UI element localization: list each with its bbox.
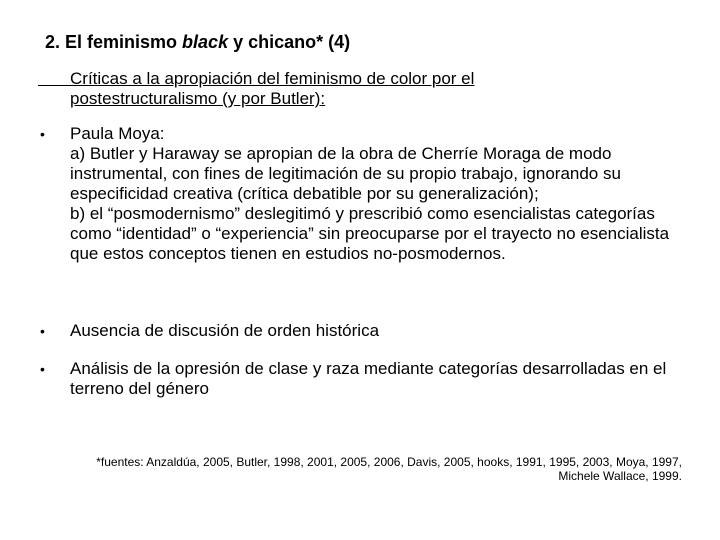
- bullet-icon: •: [40, 361, 45, 377]
- footnote-sources: *fuentes: Anzaldúa, 2005, Butler, 1998, 2001, 2005, 2006, Davis, 2005, hooks, 1991, 1995, 2003, Moya, 1997, Michele Wallace, 1999.: [96, 455, 682, 483]
- criticism-heading: [38, 69, 558, 109]
- bullet-item-historical-order: [38, 321, 720, 341]
- bullet-icon: •: [40, 323, 45, 339]
- bullet-historical-order-text: Ausencia de discusión de orden histórica: [70, 321, 380, 340]
- heading-underline-rule: [38, 85, 70, 86]
- moya-point-b: b) el “posmodernismo” deslegitimó y prescribió como esencialistas categorías como “identidad” o “experiencia” sin preocuparse por el trayecto no esencialista que estos conceptos tienen en estudios no-posmodernos.: [70, 204, 670, 263]
- bullet-item-class-race-analysis: [38, 359, 720, 399]
- moya-point-a: a) Butler y Haraway se apropian de la obra de Cherríe Moraga de modo instrumental, con fines de legitimación de su propio trabajo, ignorando su especificidad creativa (crítica debatible por su generalización);: [70, 144, 621, 203]
- slide-title: [45, 30, 350, 54]
- criticism-heading-text: Críticas a la apropiación del feminismo de color por el postestructuralismo (y por Butler):: [70, 69, 475, 108]
- bullet-list: [38, 124, 688, 398]
- title-italic: black: [182, 32, 229, 52]
- bullet-item-moya: [38, 124, 688, 264]
- title-suffix: y chicano* (4): [228, 32, 351, 52]
- bullet-class-race-analysis-text: Análisis de la opresión de clase y raza mediante categorías desarrolladas en el terreno del género: [70, 359, 667, 398]
- bullet-icon: •: [40, 126, 45, 142]
- bullet-moya-label: Paula Moya:: [70, 124, 165, 143]
- title-prefix: 2. El feminismo: [45, 32, 183, 52]
